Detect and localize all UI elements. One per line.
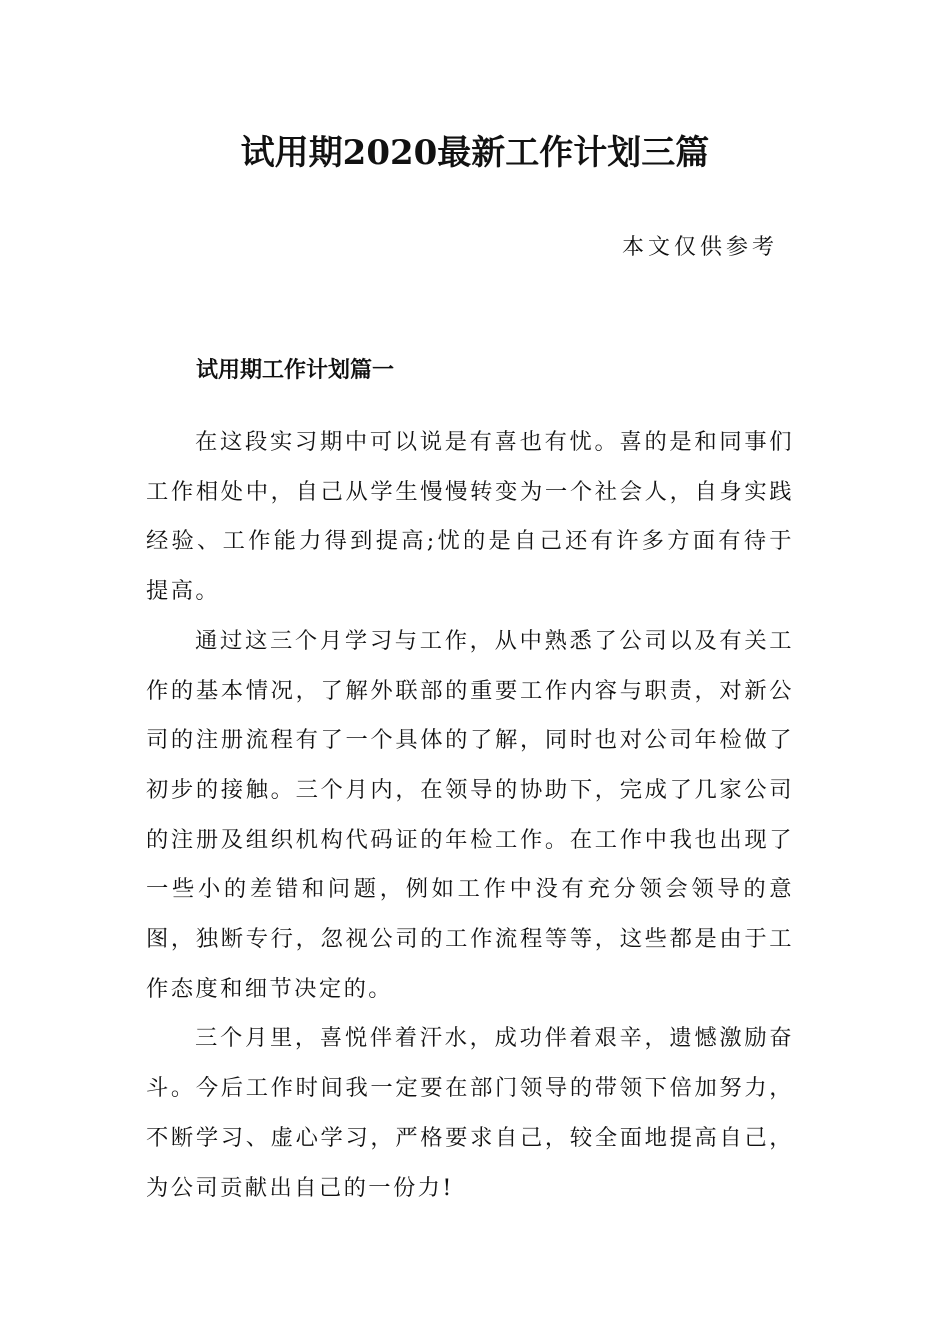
reference-note: 本文仅供参考 — [621, 235, 778, 260]
paragraph-1: 在这段实习期中可以说是有喜也有忧。喜的是和同事们工作相处中，自己从学生慢慢转变为一个社会人，自身实践经验、工作能力得到提高;忧的是自己还有许多方面有待于提高。 — [146, 429, 794, 605]
paragraph-2: 通过这三个月学习与工作，从中熟悉了公司以及有关工作的基本情况，了解外联部的重要工作内容与职责，对新公司的注册流程有了一个具体的了解，同时也对公司年检做了初步的接触。三个月内，在领导的协助下，完成了几家公司的注册及组织机构代码证的年检工作。在工作中我也出现了一些小的差错和问题，例如工作中没有充分领会领导的意图，独断专行，忽视公司的工作流程等等，这些都是由于工作态度和细节决定的。 — [146, 627, 794, 1002]
document-body — [146, 418, 794, 1213]
document-title: 试用期2020最新工作计划三篇 — [240, 133, 710, 173]
section-heading: 试用期工作计划篇一 — [196, 358, 395, 383]
paragraph-3: 三个月里，喜悦伴着汗水，成功伴着艰辛，遗憾激励奋斗。今后工作时间我一定要在部门领导的带领下倍加努力，不断学习、虚心学习，严格要求自己，较全面地提高自己，为公司贡献出自己的一份力! — [146, 1025, 794, 1201]
